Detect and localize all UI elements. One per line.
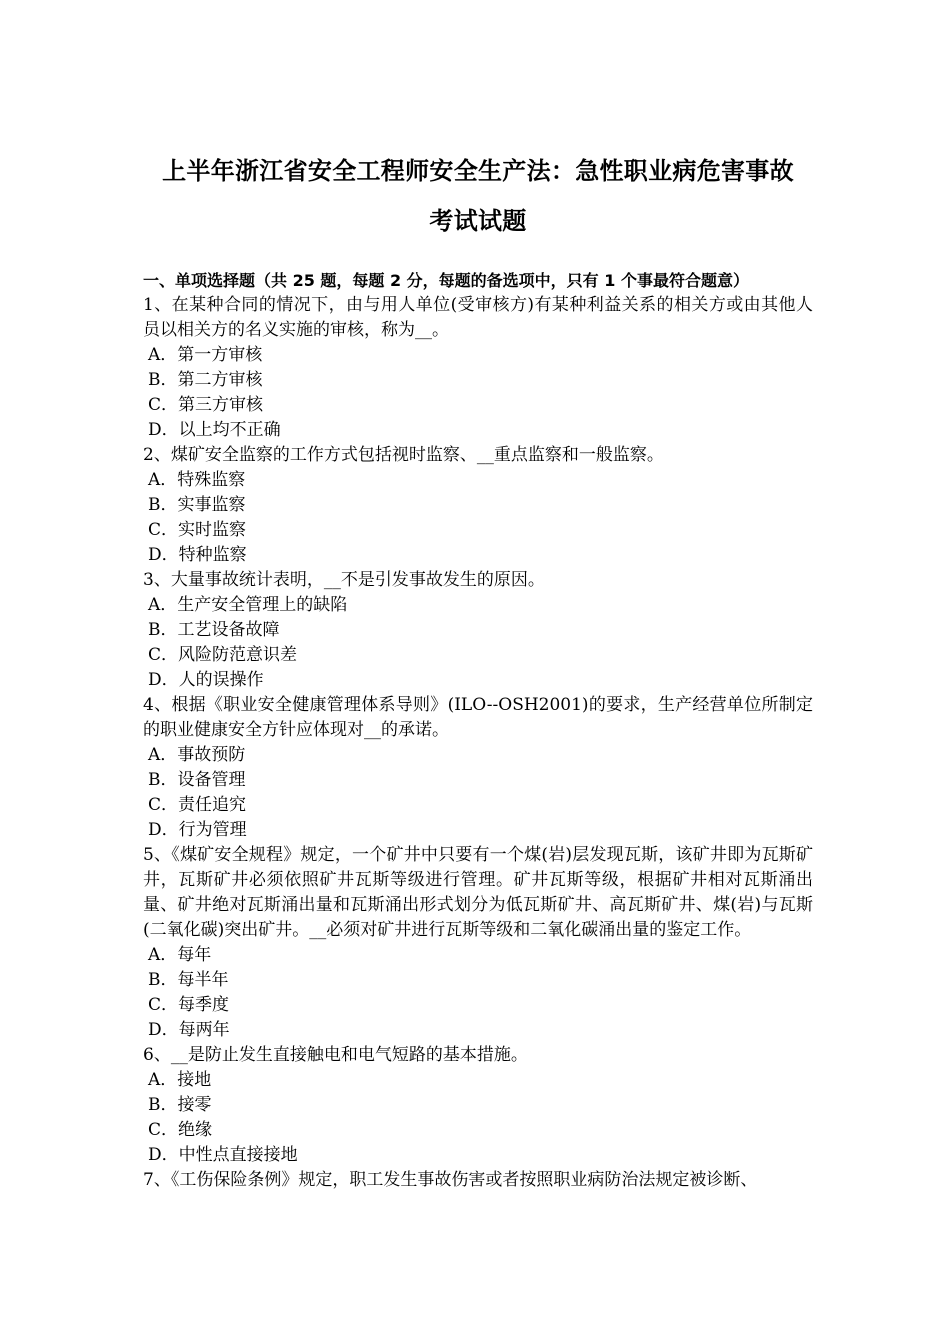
document-title bbox=[143, 146, 813, 246]
question-text: 4、根据《职业安全健康管理体系导则》(ILO--OSH2001)的要求，生产经营单位所制定的职业健康安全方针应体现对__的承诺。 bbox=[143, 695, 813, 740]
option-d: D．以上均不正确 bbox=[148, 420, 281, 440]
option-b: B．工艺设备故障 bbox=[148, 620, 280, 640]
question-text: 7、《工伤保险条例》规定，职工发生事故伤害或者按照职业病防治法规定被诊断、 bbox=[143, 1170, 758, 1190]
question-3 bbox=[143, 568, 813, 693]
option-a: A．每年 bbox=[148, 945, 212, 965]
question-text: 3、大量事故统计表明，__不是引发事故发生的原因。 bbox=[143, 570, 545, 590]
option-d: D．人的误操作 bbox=[148, 670, 264, 690]
option-c: C．责任追究 bbox=[148, 795, 247, 815]
question-2 bbox=[143, 443, 813, 568]
question-5 bbox=[143, 843, 813, 1043]
option-d: D．特种监察 bbox=[148, 545, 247, 565]
question-7 bbox=[143, 1168, 813, 1193]
option-c: C．第三方审核 bbox=[148, 395, 264, 415]
option-c: C．每季度 bbox=[148, 995, 230, 1015]
option-a: A．第一方审核 bbox=[148, 345, 263, 365]
option-c: C．风险防范意识差 bbox=[148, 645, 298, 665]
option-c: C．绝缘 bbox=[148, 1120, 213, 1140]
section-heading: 一、单项选择题（共 25 题，每题 2 分，每题的备选项中，只有 1 个事最符合题意） bbox=[143, 271, 749, 290]
option-d: D．每两年 bbox=[148, 1020, 230, 1040]
question-1 bbox=[143, 293, 813, 443]
option-a: A．事故预防 bbox=[148, 745, 246, 765]
question-text: 6、__是防止发生直接触电和电气短路的基本措施。 bbox=[143, 1045, 528, 1065]
question-text: 1、在某种合同的情况下，由与用人单位(受审核方)有某种利益关系的相关方或由其他人员以相关方的名义实施的审核，称为__。 bbox=[143, 295, 813, 340]
option-d: D．行为管理 bbox=[148, 820, 247, 840]
question-text: 2、煤矿安全监察的工作方式包括视时监察、__重点监察和一般监察。 bbox=[143, 445, 664, 465]
title-line-2: 考试试题 bbox=[429, 207, 527, 235]
option-a: A．特殊监察 bbox=[148, 470, 246, 490]
question-6 bbox=[143, 1043, 813, 1168]
option-d: D．中性点直接接地 bbox=[148, 1145, 298, 1165]
question-list bbox=[143, 293, 813, 1193]
option-b: B．设备管理 bbox=[148, 770, 246, 790]
option-b: B．实事监察 bbox=[148, 495, 246, 515]
option-b: B．每半年 bbox=[148, 970, 229, 990]
option-a: A．生产安全管理上的缺陷 bbox=[148, 595, 348, 615]
option-a: A．接地 bbox=[148, 1070, 212, 1090]
option-b: B．第二方审核 bbox=[148, 370, 263, 390]
title-line-1: 上半年浙江省安全工程师安全生产法：急性职业病危害事故 bbox=[162, 157, 794, 185]
option-c: C．实时监察 bbox=[148, 520, 247, 540]
question-4 bbox=[143, 693, 813, 843]
option-b: B．接零 bbox=[148, 1095, 212, 1115]
question-text: 5、《煤矿安全规程》规定，一个矿井中只要有一个煤(岩)层发现瓦斯，该矿井即为瓦斯矿井，瓦斯矿井必须依照矿井瓦斯等级进行管理。矿井瓦斯等级，根据矿井相对瓦斯涌出量、矿井绝对瓦斯涌出量和瓦斯涌出形式划分为低瓦斯矿井、高瓦斯矿井、煤(岩)与瓦斯(二氧化碳)突出矿井。__必须对矿井进行瓦斯等级和二氧化碳涌出量的鉴定工作。 bbox=[143, 845, 813, 940]
document-page bbox=[143, 0, 813, 1193]
